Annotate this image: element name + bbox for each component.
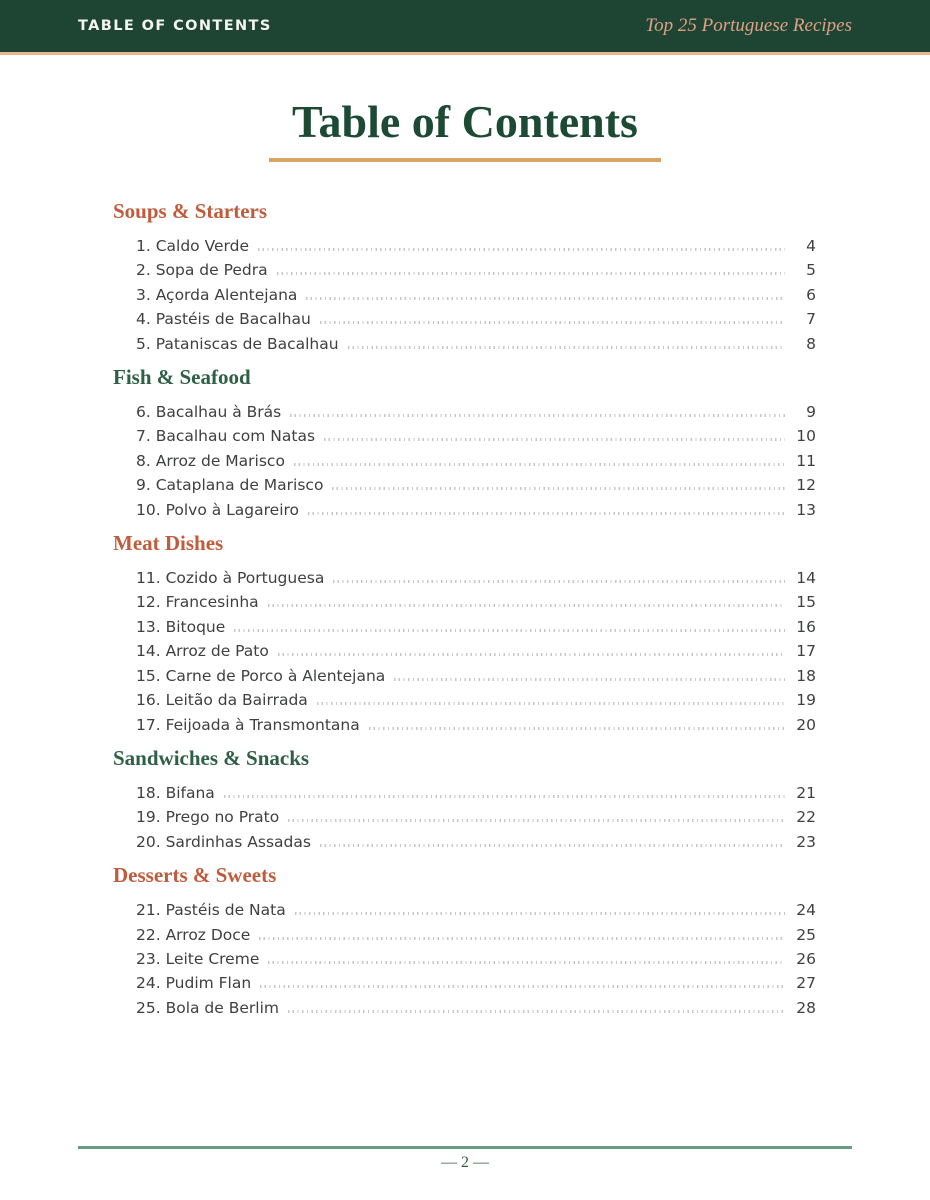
entry-label: 10. Polvo à Lagareiro — [136, 500, 300, 519]
toc-entry[interactable] — [136, 923, 816, 947]
toc-entry[interactable] — [136, 781, 816, 805]
toc-entry[interactable] — [136, 971, 816, 995]
entry-label: 17. Feijoada à Transmontana — [136, 715, 360, 734]
dotted-leader — [234, 629, 785, 632]
toc-entry[interactable] — [136, 283, 816, 307]
page-title: Table of Contents — [292, 96, 638, 147]
entry-label: 20. Sardinhas Assadas — [136, 832, 311, 851]
entry-page-number: 7 — [806, 310, 816, 329]
dotted-leader — [308, 512, 785, 515]
entry-label: 24. Pudim Flan — [136, 974, 252, 993]
section-entries — [113, 781, 816, 854]
section-entries — [113, 898, 816, 1020]
dotted-leader — [317, 702, 785, 705]
dotted-leader — [290, 414, 785, 417]
entry-page-number: 17 — [796, 642, 816, 661]
dotted-leader — [278, 653, 785, 656]
dotted-leader — [259, 937, 785, 940]
dotted-leader — [394, 678, 785, 681]
entry-label: 7. Bacalhau com Natas — [136, 427, 316, 446]
entry-label: 5. Pataniscas de Bacalhau — [136, 334, 339, 353]
toc-entry[interactable] — [136, 830, 816, 854]
entry-label: 2. Sopa de Pedra — [136, 261, 268, 280]
dotted-leader — [224, 795, 785, 798]
dotted-leader — [258, 248, 785, 251]
entry-label: 9. Cataplana de Marisco — [136, 476, 324, 495]
toc-section — [113, 367, 816, 522]
header-book-title: Top 25 Portuguese Recipes — [645, 15, 852, 36]
header-doc-section-label: TABLE OF CONTENTS — [78, 18, 272, 34]
section-heading: Sandwiches & Snacks — [113, 745, 310, 770]
dotted-leader — [320, 321, 785, 324]
dotted-leader — [295, 912, 785, 915]
entry-label: 6. Bacalhau à Brás — [136, 403, 282, 422]
page-footer — [78, 1146, 852, 1172]
entry-page-number: 13 — [796, 500, 816, 519]
toc-entry[interactable] — [136, 996, 816, 1020]
entry-label: 11. Cozido à Portuguesa — [136, 569, 325, 588]
section-heading: Meat Dishes — [113, 531, 224, 556]
dotted-leader — [294, 463, 785, 466]
dotted-leader — [369, 727, 785, 730]
page-number: — 2 — — [441, 1154, 489, 1171]
entry-label: 14. Arroz de Pato — [136, 642, 269, 661]
entry-page-number: 22 — [796, 808, 816, 827]
entry-page-number: 25 — [796, 925, 816, 944]
dotted-leader — [332, 487, 785, 490]
entry-page-number: 5 — [806, 261, 816, 280]
page-header — [0, 0, 930, 52]
dotted-leader — [348, 346, 785, 349]
entry-label: 12. Francesinha — [136, 593, 259, 612]
header-underline — [0, 52, 930, 55]
entry-page-number: 9 — [806, 403, 816, 422]
entry-page-number: 14 — [796, 569, 816, 588]
entry-page-number: 27 — [796, 974, 816, 993]
dotted-leader — [260, 985, 785, 988]
toc-entry[interactable] — [136, 688, 816, 712]
entry-label: 25. Bola de Berlim — [136, 998, 279, 1017]
section-heading: Fish & Seafood — [113, 365, 251, 390]
section-entries — [113, 400, 816, 522]
entry-page-number: 15 — [796, 593, 816, 612]
dotted-leader — [268, 604, 785, 607]
toc-entry[interactable] — [136, 639, 816, 663]
toc-entry[interactable] — [136, 713, 816, 737]
toc-entry[interactable] — [136, 449, 816, 473]
section-entries — [113, 234, 816, 356]
entry-page-number: 28 — [796, 998, 816, 1017]
toc-entry[interactable] — [136, 424, 816, 448]
toc-entry[interactable] — [136, 498, 816, 522]
entry-label: 4. Pastéis de Bacalhau — [136, 310, 311, 329]
toc-entry[interactable] — [136, 307, 816, 331]
dotted-leader — [268, 961, 785, 964]
entry-label: 18. Bifana — [136, 783, 215, 802]
entry-page-number: 8 — [806, 334, 816, 353]
dotted-leader — [306, 297, 785, 300]
dotted-leader — [288, 819, 785, 822]
toc-entry[interactable] — [136, 947, 816, 971]
entry-label: 16. Leitão da Bairrada — [136, 691, 308, 710]
title-underline — [269, 158, 661, 162]
entry-label: 23. Leite Creme — [136, 949, 260, 968]
toc-section — [113, 201, 816, 356]
entry-page-number: 11 — [796, 451, 816, 470]
toc-entry[interactable] — [136, 473, 816, 497]
entry-label: 3. Açorda Alentejana — [136, 285, 298, 304]
entry-page-number: 23 — [796, 832, 816, 851]
entry-label: 21. Pastéis de Nata — [136, 901, 286, 920]
section-heading: Soups & Starters — [113, 199, 268, 223]
dotted-leader — [324, 438, 785, 441]
dotted-leader — [320, 844, 785, 847]
entry-page-number: 26 — [796, 949, 816, 968]
entry-label: 22. Arroz Doce — [136, 925, 251, 944]
entry-page-number: 24 — [796, 901, 816, 920]
entry-label: 19. Prego no Prato — [136, 808, 280, 827]
entry-label: 15. Carne de Porco à Alentejana — [136, 666, 386, 685]
dotted-leader — [333, 580, 785, 583]
entry-label: 13. Bitoque — [136, 617, 226, 636]
section-heading: Desserts & Sweets — [113, 863, 277, 888]
toc-entry[interactable] — [136, 615, 816, 639]
toc-entry[interactable] — [136, 805, 816, 829]
entry-page-number: 21 — [796, 783, 816, 802]
entry-page-number: 19 — [796, 691, 816, 710]
section-entries — [113, 566, 816, 737]
entry-page-number: 6 — [806, 285, 816, 304]
entry-label: 1. Caldo Verde — [136, 237, 250, 255]
entry-page-number: 20 — [796, 715, 816, 734]
footer-rule — [78, 1146, 852, 1149]
toc-entry[interactable] — [136, 234, 816, 258]
toc-sections — [113, 201, 816, 1020]
toc-section — [113, 865, 816, 1020]
toc-entry[interactable] — [136, 400, 816, 424]
entry-label: 8. Arroz de Marisco — [136, 451, 285, 470]
toc-section — [113, 533, 816, 737]
entry-page-number: 18 — [796, 666, 816, 685]
entry-page-number: 16 — [796, 617, 816, 636]
toc-page — [0, 96, 930, 1020]
entry-page-number: 12 — [796, 476, 816, 495]
entry-page-number: 4 — [806, 237, 816, 255]
dotted-leader — [288, 1010, 785, 1013]
toc-entry[interactable] — [136, 898, 816, 922]
entry-page-number: 10 — [796, 427, 816, 446]
toc-entry[interactable] — [136, 590, 816, 614]
toc-entry[interactable] — [136, 332, 816, 356]
toc-entry[interactable] — [136, 566, 816, 590]
dotted-leader — [277, 272, 785, 275]
toc-entry[interactable] — [136, 664, 816, 688]
toc-section — [113, 745, 816, 854]
toc-entry[interactable] — [136, 258, 816, 282]
